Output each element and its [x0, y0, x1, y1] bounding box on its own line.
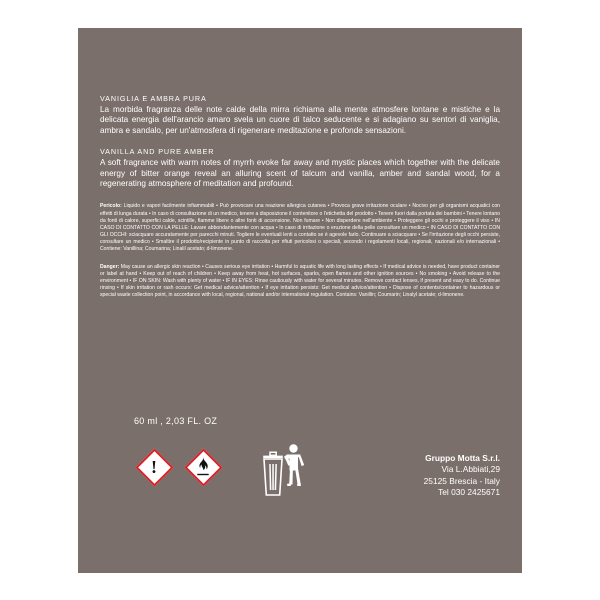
- hazard-text-english: May cause an allergic skin reaction • Causes serious eye irritation • Harmful to aquatic life with long lasting effects • If medical advice is needed, have product container or label at hand • Keep out of reach of children • Keep away from heat, hot surfaces, sparks, open flames and other ignition sources • No smoking • Avoid release to the environment • IF ON SKIN: Wash with plenty of water • IF IN EYES: Rinse cautiously with water for several minutes. Remove contact lenses, if present and easy to do. Continue rinsing • If skin irritation or rash occurs: Get medical advice/attention • If eye irritation persists: Get medical advice/attention • Dispose of contents/container to hazardous or special waste collection point, in accordance with local, regional, national and/or international regulation. Contains: Vanillin; Coumarin; Linalyl acetate; d-limonene.: [100, 264, 500, 299]
- company-address-line2: 25125 Brescia - Italy: [423, 475, 500, 486]
- english-description: A soft fragrance with warm notes of myrrh evoke far away and mystic places which together with the delicate energy of bitter orange reveal an alluring scent of talcum and vanilla, amber and sandal wood, for a regenerating atmosphere of meditation and profound.: [100, 158, 500, 189]
- label-text-content: [100, 94, 500, 311]
- company-phone: Tel 030 2425671: [438, 487, 500, 498]
- italian-description: La morbida fragranza delle note calde della mirra richiama alla mente atmosfere lontane e mistiche e la delicata energia dell'arancio amaro svela un cuore di talco seducente e si adagiano su sentori di vaniglia, ambra e sandalo, per un'atmosfera di rigenerare meditazione e profonde sensazioni.: [100, 105, 500, 135]
- exclamation-glyph: !: [151, 456, 157, 477]
- company-address-line1: Via L.Abbiati,29: [441, 464, 500, 475]
- italian-heading: VANIGLIA E AMBRA PURA: [100, 94, 207, 103]
- flammable-ghs-icon: [183, 447, 223, 487]
- hazard-text-italian: Liquido e vapori facilmente infiammabili • Può provocare una reazione allergica cutanea • Provoca grave irritazione oculare • Nocivo per gli organismi acquatici con effetti di lunga durata • In caso di consultazione di un medico, tenere a disposizione il contenitore o l'etichetta del prodotto • Tenere fuori dalla portata dei bambini • Tenere lontano da fonti di calore, superfici calde, scintille, fiamme libere o altre fonti di accensione. Non fumare • Non disperdere nell'ambiente • Proteggere gli occhi e proteggere il viso • IN CASO DI CONTATTO CON LA PELLE: Lavare abbondantemente con acqua • In caso di irritazione o eruzione della pelle consultare un medico • IN CASO DI CONTATTO CON GLI OCCHI: sciacquare accuratamente per parecchi minuti. Togliere le eventuali lenti a contatto se è agevole farlo. Continuare a sciacquare • Se l'irritazione degli occhi persiste, consultare un medico • Smaltire il prodotto/recipiente in punto di raccolta per rifiuti pericolosi o speciali, secondo i regolamenti locali, regionali, nazionali e/o internazionali • Contiene: Vanillina; Coumarina; Linalil acetato; d-limonene.: [100, 203, 500, 252]
- italian-description-block: [100, 94, 500, 136]
- product-label: [78, 28, 522, 573]
- volume-text: 60 ml , 2,03 FL. OZ: [134, 416, 218, 426]
- hazard-label-english: Danger:: [100, 264, 120, 271]
- waste-bin-icon: [262, 443, 308, 499]
- hazard-statement-italian: [100, 203, 500, 253]
- english-description-block: [100, 147, 500, 189]
- ghs-pictogram-group: [134, 447, 223, 487]
- english-heading: VANILLA AND PURE AMBER: [100, 147, 215, 157]
- hazard-label-italian: Pericolo:: [100, 203, 122, 210]
- exclamation-mark-ghs-icon: [134, 447, 174, 487]
- flame-glyph: [196, 457, 210, 476]
- company-name: Gruppo Motta S.r.l.: [425, 453, 500, 463]
- label-footer: [100, 443, 500, 513]
- hazard-statement-english: [100, 264, 500, 299]
- company-info: [424, 453, 500, 499]
